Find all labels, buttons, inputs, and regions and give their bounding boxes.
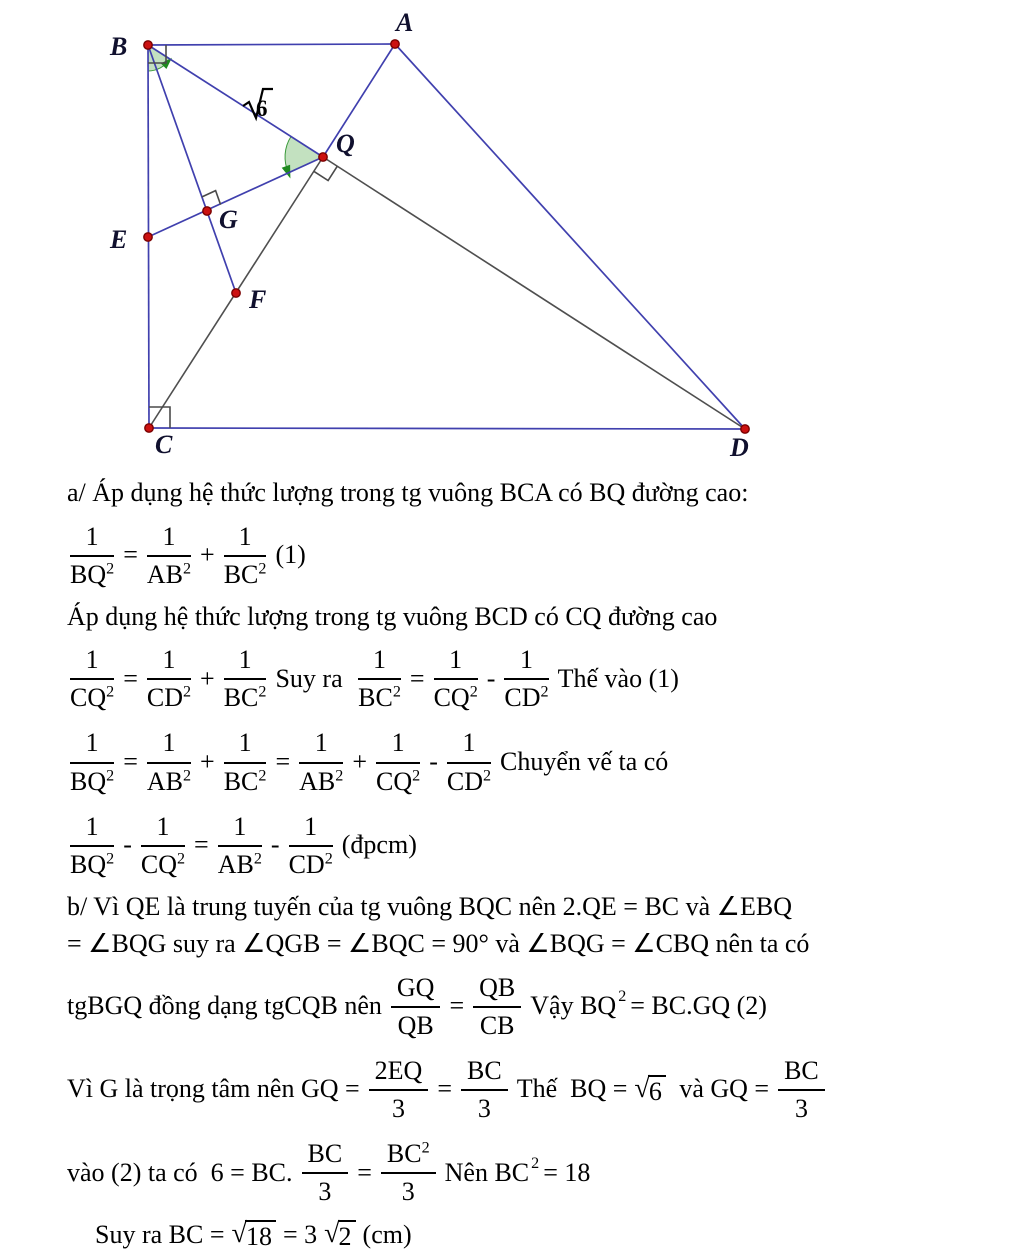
- solution-line: [64, 1049, 1010, 1130]
- math-text: Áp dụng hệ thức lượng trong tg vuông BCD có CQ đường cao: [67, 601, 718, 631]
- point-label-Q: Q: [336, 129, 355, 158]
- fraction: $\frac{1}{CD^2}$: [504, 645, 549, 713]
- math-text: =: [449, 991, 465, 1021]
- fraction: $\frac{BC}{3}$: [302, 1139, 349, 1206]
- math-text: Thế vào (1): [557, 663, 679, 693]
- math-text: =: [123, 539, 138, 569]
- math-text: +: [200, 539, 215, 569]
- math-text: +: [200, 746, 215, 776]
- math-text: =: [275, 746, 291, 776]
- solution-line: [64, 966, 1010, 1047]
- fraction: $\frac{1}{BQ^2}$: [70, 728, 115, 796]
- math-text: = 18: [543, 1157, 591, 1187]
- point-label-G: G: [219, 205, 238, 234]
- math-text: =: [194, 830, 209, 860]
- math-text: +: [200, 663, 215, 693]
- point-label-B: B: [110, 32, 128, 61]
- math-text: =: [409, 663, 425, 693]
- fraction: $\frac{1}{BQ^2}$: [70, 811, 115, 879]
- fraction: $\frac{BC^2}{3}$: [381, 1139, 436, 1206]
- math-text: -: [123, 830, 132, 860]
- math-text: Chuyển vế ta có: [500, 746, 669, 776]
- segment-BQ: [148, 45, 323, 157]
- math-text: (đpcm): [341, 830, 417, 860]
- fraction: $\frac{1}{BC^2}$: [223, 728, 267, 796]
- fraction: $\frac{QB}{CB}$: [473, 973, 521, 1040]
- math-text: -: [486, 663, 496, 693]
- fraction: $\frac{1}{BC^2}$: [223, 521, 267, 589]
- segment-AQ: [323, 44, 395, 157]
- segment-BA: [148, 44, 395, 45]
- point-dot-G: [203, 207, 211, 215]
- solution-line: [64, 891, 1010, 924]
- math-text: Suy ra: [275, 663, 350, 693]
- radical: √ 6: [634, 1075, 665, 1105]
- point-label-A: A: [396, 8, 414, 37]
- point-label-E: E: [110, 225, 128, 254]
- point-label-C: C: [155, 430, 173, 459]
- solution-line: [92, 1219, 1010, 1252]
- point-dot-C: [145, 424, 153, 432]
- point-label-D: D: [730, 433, 749, 462]
- point-labels: [109, 8, 749, 462]
- math-text: Thế BQ =: [516, 1074, 628, 1104]
- math-text: +: [352, 746, 367, 776]
- geometry-figure: [0, 0, 1024, 470]
- radical: √ 2: [324, 1220, 355, 1250]
- solution-line: [64, 928, 1010, 961]
- point-label-F: F: [249, 285, 267, 314]
- fraction: $\frac{2EQ}{3}$: [369, 1056, 429, 1123]
- fraction: $\frac{1}{AB^2}$: [146, 521, 192, 589]
- fraction: $\frac{1}{AB^2}$: [146, 728, 192, 796]
- math-text: =: [123, 663, 138, 693]
- math-text: a/ Áp dụng hệ thức lượng trong tg vuông BCA có BQ đường cao:: [67, 478, 749, 507]
- math-text: tgBGQ đồng dạng tgCQB nên: [67, 991, 382, 1021]
- math-text: và GQ =: [672, 1074, 770, 1104]
- math-text: = 3: [282, 1219, 318, 1249]
- solution-line: [64, 477, 1010, 510]
- segment-CD: [149, 428, 745, 429]
- solution-text: [64, 472, 1010, 1256]
- point-dot-F: [232, 289, 240, 297]
- segment-BF: [148, 45, 236, 293]
- fraction: $\frac{1}{CQ^2}$: [376, 728, 421, 796]
- fraction: $\frac{BC}{3}$: [461, 1056, 508, 1123]
- sqrt-length-label: [243, 89, 273, 121]
- math-text: Vậy BQ: [530, 991, 617, 1021]
- fraction: $\frac{1}{BC^2}$: [358, 645, 401, 713]
- fraction: $\frac{1}{AB^2}$: [217, 811, 262, 879]
- point-dot-Q: [319, 153, 327, 161]
- math-text: = BC.GQ (2): [630, 991, 767, 1021]
- math-text: vào (2) ta có 6 = BC.: [67, 1157, 293, 1187]
- math-text: =: [437, 1074, 453, 1104]
- point-dot-D: [741, 425, 749, 433]
- sqrt-radicand: 6: [256, 96, 268, 121]
- fraction: $\frac{1}{CD^2}$: [288, 811, 333, 879]
- fraction: $\frac{1}{BC^2}$: [223, 645, 267, 713]
- math-text: -: [270, 830, 280, 860]
- exponent: 2: [618, 988, 627, 1006]
- fraction: $\frac{1}{CD^2}$: [146, 645, 192, 713]
- exponent: 2: [531, 1154, 540, 1172]
- solution-line: [64, 1132, 1010, 1213]
- point-dot-E: [144, 233, 152, 241]
- math-text: Vì G là trọng tâm nên GQ =: [67, 1074, 360, 1104]
- fraction: $\frac{1}{CQ^2}$: [70, 645, 115, 713]
- math-text: Nên BC: [444, 1157, 530, 1187]
- math-text: =: [123, 746, 138, 776]
- math-text: -: [429, 746, 438, 776]
- math-text: b/ Vì QE là trung tuyến của tg vuông BQC nên 2.QE = BC và ∠EBQ: [67, 891, 792, 921]
- math-text: (1): [275, 539, 306, 569]
- fraction: $\frac{GQ}{QB}$: [391, 973, 441, 1040]
- point-dot-A: [391, 40, 399, 48]
- point-dot-B: [144, 41, 152, 49]
- solution-line: [64, 638, 1010, 719]
- math-text: = ∠BQG suy ra ∠QGB = ∠BQC = 90° và ∠BQG = ∠CBQ nên ta có: [67, 929, 810, 959]
- right-angle-at-Q: [314, 166, 338, 180]
- math-text: Suy ra BC =: [95, 1219, 225, 1249]
- fraction: $\frac{1}{CD^2}$: [446, 728, 492, 796]
- solution-line: [64, 515, 1010, 596]
- fraction: $\frac{1}{CQ^2}$: [140, 811, 186, 879]
- fraction: $\frac{BC}{3}$: [778, 1056, 825, 1123]
- solution-line: [64, 721, 1010, 802]
- solution-line: [64, 805, 1010, 886]
- math-text: (cm): [362, 1219, 412, 1249]
- fraction: $\frac{1}{CQ^2}$: [433, 645, 478, 713]
- fraction: $\frac{1}{BQ^2}$: [70, 521, 115, 589]
- radical: √ 18: [232, 1220, 276, 1250]
- solution-line: [64, 601, 1010, 634]
- math-text: =: [357, 1157, 372, 1187]
- fraction: $\frac{1}{AB^2}$: [299, 728, 344, 796]
- right-angle-marks: [148, 45, 337, 428]
